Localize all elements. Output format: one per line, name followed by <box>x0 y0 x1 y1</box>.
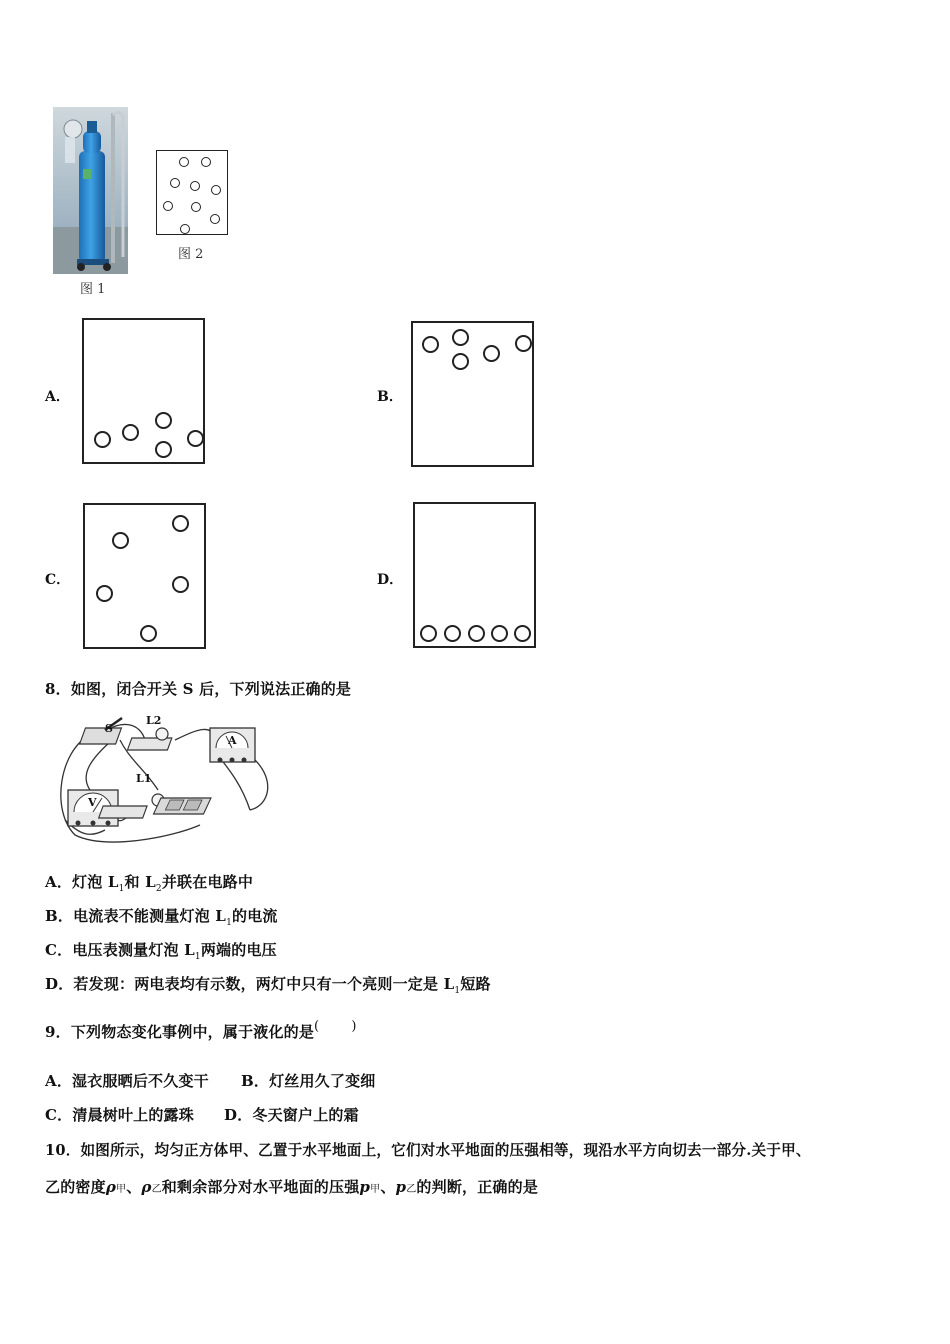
q8-option-a <box>45 871 253 894</box>
molecule <box>122 424 139 441</box>
q8-option-a-sub1: 1 <box>118 884 125 894</box>
molecule <box>191 202 201 212</box>
option-a-label: A． <box>45 389 70 405</box>
sub-yi: 乙 <box>151 1184 162 1195</box>
molecule <box>201 157 211 167</box>
molecule <box>187 430 204 447</box>
rho-symbol: ρ <box>105 1178 116 1196</box>
p-symbol: p <box>359 1178 371 1196</box>
molecule <box>491 625 508 642</box>
q8-option-b-part1: B．电流表不能测量灯泡 L <box>45 907 227 925</box>
option-b-diagram <box>411 321 534 467</box>
molecule <box>94 431 111 448</box>
ammeter-label: A <box>228 734 237 747</box>
voltmeter-label: V <box>88 796 97 809</box>
molecule <box>444 625 461 642</box>
separator: 、 <box>380 1178 396 1196</box>
q9-question <box>45 1021 357 1042</box>
molecule <box>170 178 180 188</box>
molecule <box>163 201 173 211</box>
switch-label: S <box>105 722 113 735</box>
q8-option-d <box>45 973 491 996</box>
q8-option-d-part2: 短路 <box>460 975 491 993</box>
q9-blank-close: ) <box>351 1019 357 1034</box>
molecule <box>112 532 129 549</box>
option-c-diagram <box>83 503 206 649</box>
q8-option-b-sub1: 1 <box>226 918 232 928</box>
q8-option-b <box>45 905 278 928</box>
separator: 、 <box>126 1178 142 1196</box>
option-a-diagram <box>82 318 205 464</box>
molecule <box>190 181 200 191</box>
rho-symbol: ρ <box>141 1178 152 1196</box>
q8-option-b-part2: 的电流 <box>232 907 278 925</box>
q9-blank-open: ( <box>314 1019 320 1034</box>
q8-option-a-part3: 并联在电路中 <box>161 873 254 891</box>
p-symbol: p <box>395 1178 407 1196</box>
q8-question: 8．如图，闭合开关 S 后，下列说法正确的是 <box>45 680 352 698</box>
q8-option-a-sub2: 2 <box>155 884 162 894</box>
molecule <box>210 214 220 224</box>
figure-2-caption: 图 2 <box>178 247 204 262</box>
q10-line2 <box>45 1176 538 1197</box>
circuit-drawing <box>50 710 275 845</box>
lamp1-label: L1 <box>136 772 152 785</box>
molecule <box>515 335 532 352</box>
q10-line2-c: 的判断，正确的是 <box>416 1178 539 1196</box>
figure-2-box <box>156 150 228 235</box>
q10-line2-a: 乙的密度 <box>45 1178 106 1196</box>
q10-line2-b: 和剩余部分对水平地面的压强 <box>161 1178 360 1196</box>
q9-option-b: B．灯丝用久了变细 <box>241 1072 376 1090</box>
q8-option-c-part1: C．电压表测量灯泡 L <box>45 941 195 959</box>
q9-option-a: A．湿衣服晒后不久变干 <box>45 1072 209 1090</box>
q9-option-c: C．清晨树叶上的露珠 <box>45 1106 194 1124</box>
sub-jia: 甲 <box>116 1184 127 1195</box>
molecule <box>468 625 485 642</box>
option-b-label: B． <box>377 389 403 405</box>
q10-line1: 10．如图所示，均匀正方体甲、乙置于水平地面上，它们对水平地面的压强相等，现沿水平方向切去一部分.关于甲、 <box>45 1142 811 1159</box>
q8-circuit-figure <box>50 710 275 845</box>
molecule <box>155 412 172 429</box>
sub-jia: 甲 <box>370 1184 381 1195</box>
molecule <box>452 353 469 370</box>
q8-option-a-part1: A．灯泡 L <box>45 873 119 891</box>
molecule <box>180 224 190 234</box>
switch <box>80 718 122 744</box>
option-d-label: D． <box>377 572 404 588</box>
molecule <box>211 185 221 195</box>
q8-option-d-part1: D．若发现：两电表均有示数，两灯中只有一个亮则一定是 L <box>45 975 455 993</box>
molecule <box>483 345 500 362</box>
molecule <box>422 336 439 353</box>
molecule <box>172 515 189 532</box>
q8-option-c <box>45 939 277 962</box>
option-d-diagram <box>413 502 536 648</box>
sub-yi: 乙 <box>406 1184 417 1195</box>
q8-option-d-sub1: 1 <box>454 986 461 996</box>
molecule <box>452 329 469 346</box>
q8-option-c-sub1: 1 <box>194 952 201 962</box>
q9-option-d: D．冬天窗户上的霜 <box>224 1106 359 1124</box>
q8-option-c-part2: 两端的电压 <box>200 941 277 959</box>
gas-cylinder-illustration <box>53 107 128 274</box>
option-c-label: C． <box>45 572 71 588</box>
molecule <box>179 157 189 167</box>
figure-1-photo <box>53 107 128 274</box>
molecule <box>172 576 189 593</box>
molecule <box>420 625 437 642</box>
molecule <box>96 585 113 602</box>
molecule <box>140 625 157 642</box>
figure-1-caption: 图 1 <box>80 282 106 297</box>
molecule <box>155 441 172 458</box>
lamp2-label: L2 <box>146 714 162 727</box>
molecule <box>514 625 531 642</box>
q8-option-a-part2: 和 L <box>124 873 156 891</box>
q9-question-text: 9．下列物态变化事例中，属于液化的是 <box>45 1023 315 1041</box>
